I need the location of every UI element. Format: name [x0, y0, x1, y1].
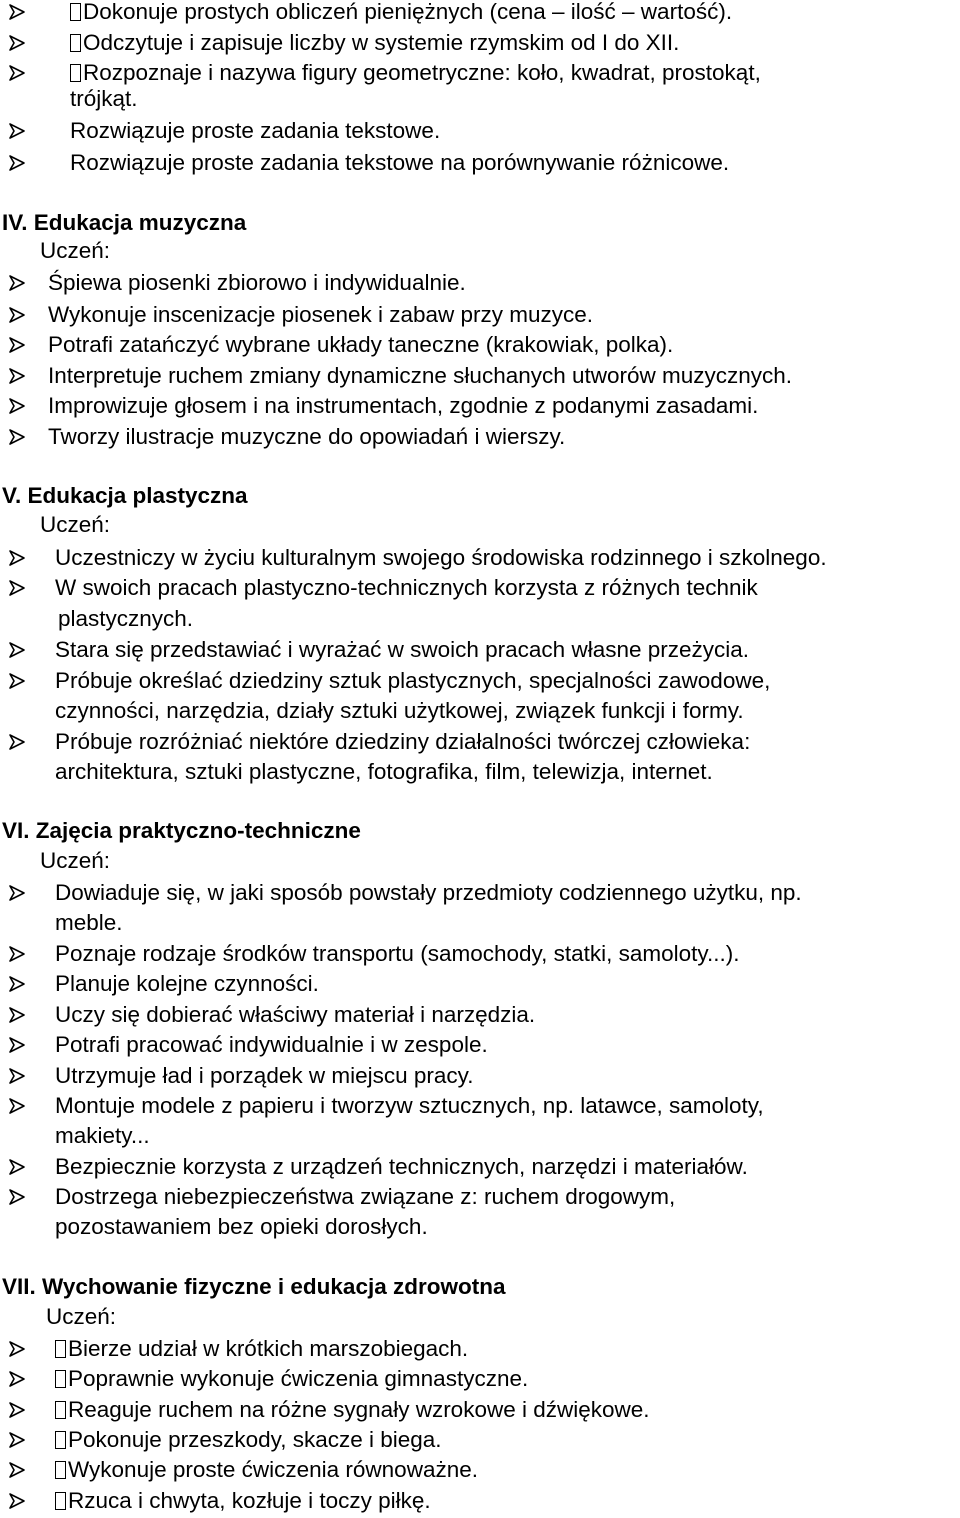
list-item-text: Wykonuje proste ćwiczenia równoważne. [68, 1457, 478, 1482]
arrowhead-bullet-icon [6, 1182, 28, 1212]
list-item-text: Poprawnie wykonuje ćwiczenia gimnastyczne. [68, 1366, 529, 1391]
arrowhead-bullet-icon [6, 573, 28, 603]
list-item-text: architektura, sztuki plastyczne, fotografika, film, telewizja, internet. [55, 759, 713, 784]
list-item-text: Utrzymuje ład i porządek w miejscu pracy. [55, 1063, 474, 1088]
student-label: Uczeń: [40, 848, 111, 873]
arrowhead-bullet-icon [6, 727, 28, 757]
arrowhead-bullet-icon [6, 1000, 28, 1030]
list-item-text: Poznaje rodzaje środków transportu (samochody, statki, samoloty...). [55, 941, 740, 966]
section-heading: IV. Edukacja muzyczna [2, 210, 247, 235]
list-item-text: Wykonuje inscenizacje piosenek i zabaw przy muzyce. [48, 302, 594, 327]
arrowhead-bullet-icon [6, 1152, 28, 1182]
list-item-text: Dowiaduje się, w jaki sposób powstały przedmioty codziennego użytku, np. [55, 880, 802, 905]
list-item-text: Tworzy ilustracje muzyczne do opowiadań i wierszy. [48, 424, 566, 449]
box-glyph-icon [55, 1461, 66, 1479]
arrowhead-bullet-icon [6, 1425, 28, 1455]
arrowhead-bullet-icon [6, 1061, 28, 1091]
arrowhead-bullet-icon [6, 939, 28, 969]
list-item-text: Śpiewa piosenki zbiorowo i indywidualnie. [48, 270, 466, 295]
student-label: Uczeń: [46, 1304, 117, 1329]
student-label: Uczeń: [40, 238, 111, 263]
list-item-text: Improwizuje głosem i na instrumentach, zgodnie z podanymi zasadami. [48, 393, 759, 418]
arrowhead-bullet-icon [6, 1091, 28, 1121]
arrowhead-bullet-icon [6, 1364, 28, 1394]
list-item-text: W swoich pracach plastyczno-technicznych korzysta z różnych technik [55, 575, 758, 600]
list-item-text: Dokonuje prostych obliczeń pieniężnych (cena – ilość – wartość). [83, 0, 733, 24]
box-glyph-icon [55, 1370, 66, 1388]
list-item-text: Interpretuje ruchem zmiany dynamiczne słuchanych utworów muzycznych. [48, 363, 793, 388]
list-item-text: Uczestniczy w życiu kulturalnym swojego środowiska rodzinnego i szkolnego. [55, 545, 827, 570]
box-glyph-icon [70, 64, 81, 82]
box-glyph-icon [55, 1340, 66, 1358]
list-item-text: Dostrzega niebezpieczeństwa związane z: ruchem drogowym, [55, 1184, 676, 1209]
box-glyph-icon [55, 1492, 66, 1510]
arrowhead-bullet-icon [6, 58, 28, 88]
list-item-text: czynności, narzędzia, działy sztuki użytkowej, związek funkcji i formy. [55, 698, 744, 723]
arrowhead-bullet-icon [6, 878, 28, 908]
arrowhead-bullet-icon [6, 1486, 28, 1516]
list-item-text: meble. [55, 910, 123, 935]
list-item-text: Pokonuje przeszkody, skacze i biega. [68, 1427, 442, 1452]
arrowhead-bullet-icon [6, 391, 28, 421]
arrowhead-bullet-icon [6, 361, 28, 391]
arrowhead-bullet-icon [6, 635, 28, 665]
arrowhead-bullet-icon [6, 268, 28, 298]
arrowhead-bullet-icon [6, 300, 28, 330]
section-heading: VII. Wychowanie fizyczne i edukacja zdrowotna [2, 1274, 506, 1299]
student-label: Uczeń: [40, 512, 111, 537]
list-item-text: plastycznych. [58, 606, 194, 631]
list-item-text: Uczy się dobierać właściwy materiał i narzędzia. [55, 1002, 536, 1027]
arrowhead-bullet-icon [6, 28, 28, 58]
list-item-text: Rozpoznaje i nazywa figury geometryczne: koło, kwadrat, prostokąt, [83, 60, 761, 85]
arrowhead-bullet-icon [6, 0, 28, 27]
list-item-text: Planuje kolejne czynności. [55, 971, 319, 996]
arrowhead-bullet-icon [6, 969, 28, 999]
arrowhead-bullet-icon [6, 543, 28, 573]
arrowhead-bullet-icon [6, 422, 28, 452]
arrowhead-bullet-icon [6, 666, 28, 696]
list-item-text: Potrafi pracować indywidualnie i w zespole. [55, 1032, 488, 1057]
arrowhead-bullet-icon [6, 1334, 28, 1364]
list-item-text: Bierze udział w krótkich marszobiegach. [68, 1336, 469, 1361]
list-item-text: Odczytuje i zapisuje liczby w systemie rzymskim od I do XII. [83, 30, 680, 55]
arrowhead-bullet-icon [6, 1395, 28, 1425]
list-item-text: Montuje modele z papieru i tworzyw sztucznych, np. latawce, samoloty, [55, 1093, 764, 1118]
list-item-text: Potrafi zatańczyć wybrane układy taneczne (krakowiak, polka). [48, 332, 674, 357]
list-item-text: Bezpiecznie korzysta z urządzeń technicznych, narzędzi i materiałów. [55, 1154, 748, 1179]
list-item-text: Rozwiązuje proste zadania tekstowe. [70, 118, 441, 143]
box-glyph-icon [55, 1431, 66, 1449]
list-item-text: Rozwiązuje proste zadania tekstowe na porównywanie różnicowe. [70, 150, 730, 175]
list-item-text: pozostawaniem bez opieki dorosłych. [55, 1214, 428, 1239]
box-glyph-icon [70, 3, 81, 21]
section-heading: VI. Zajęcia praktyczno-techniczne [2, 818, 361, 843]
section-heading: V. Edukacja plastyczna [2, 483, 248, 508]
box-glyph-icon [55, 1401, 66, 1419]
list-item-text: Rzuca i chwyta, kozłuje i toczy piłkę. [68, 1488, 431, 1513]
box-glyph-icon [70, 34, 81, 52]
arrowhead-bullet-icon [6, 1455, 28, 1485]
list-item-text: trójkąt. [70, 86, 138, 111]
list-item-text: Próbuje określać dziedziny sztuk plastycznych, specjalności zawodowe, [55, 668, 771, 693]
arrowhead-bullet-icon [6, 330, 28, 360]
arrowhead-bullet-icon [6, 148, 28, 178]
list-item-text: Reaguje ruchem na różne sygnały wzrokowe i dźwiękowe. [68, 1397, 650, 1422]
list-item-text: Stara się przedstawiać i wyrażać w swoich pracach własne przeżycia. [55, 637, 750, 662]
list-item-text: Próbuje rozróżniać niektóre dziedziny działalności twórczej człowieka: [55, 729, 751, 754]
arrowhead-bullet-icon [6, 116, 28, 146]
list-item-text: makiety... [55, 1123, 150, 1148]
arrowhead-bullet-icon [6, 1030, 28, 1060]
